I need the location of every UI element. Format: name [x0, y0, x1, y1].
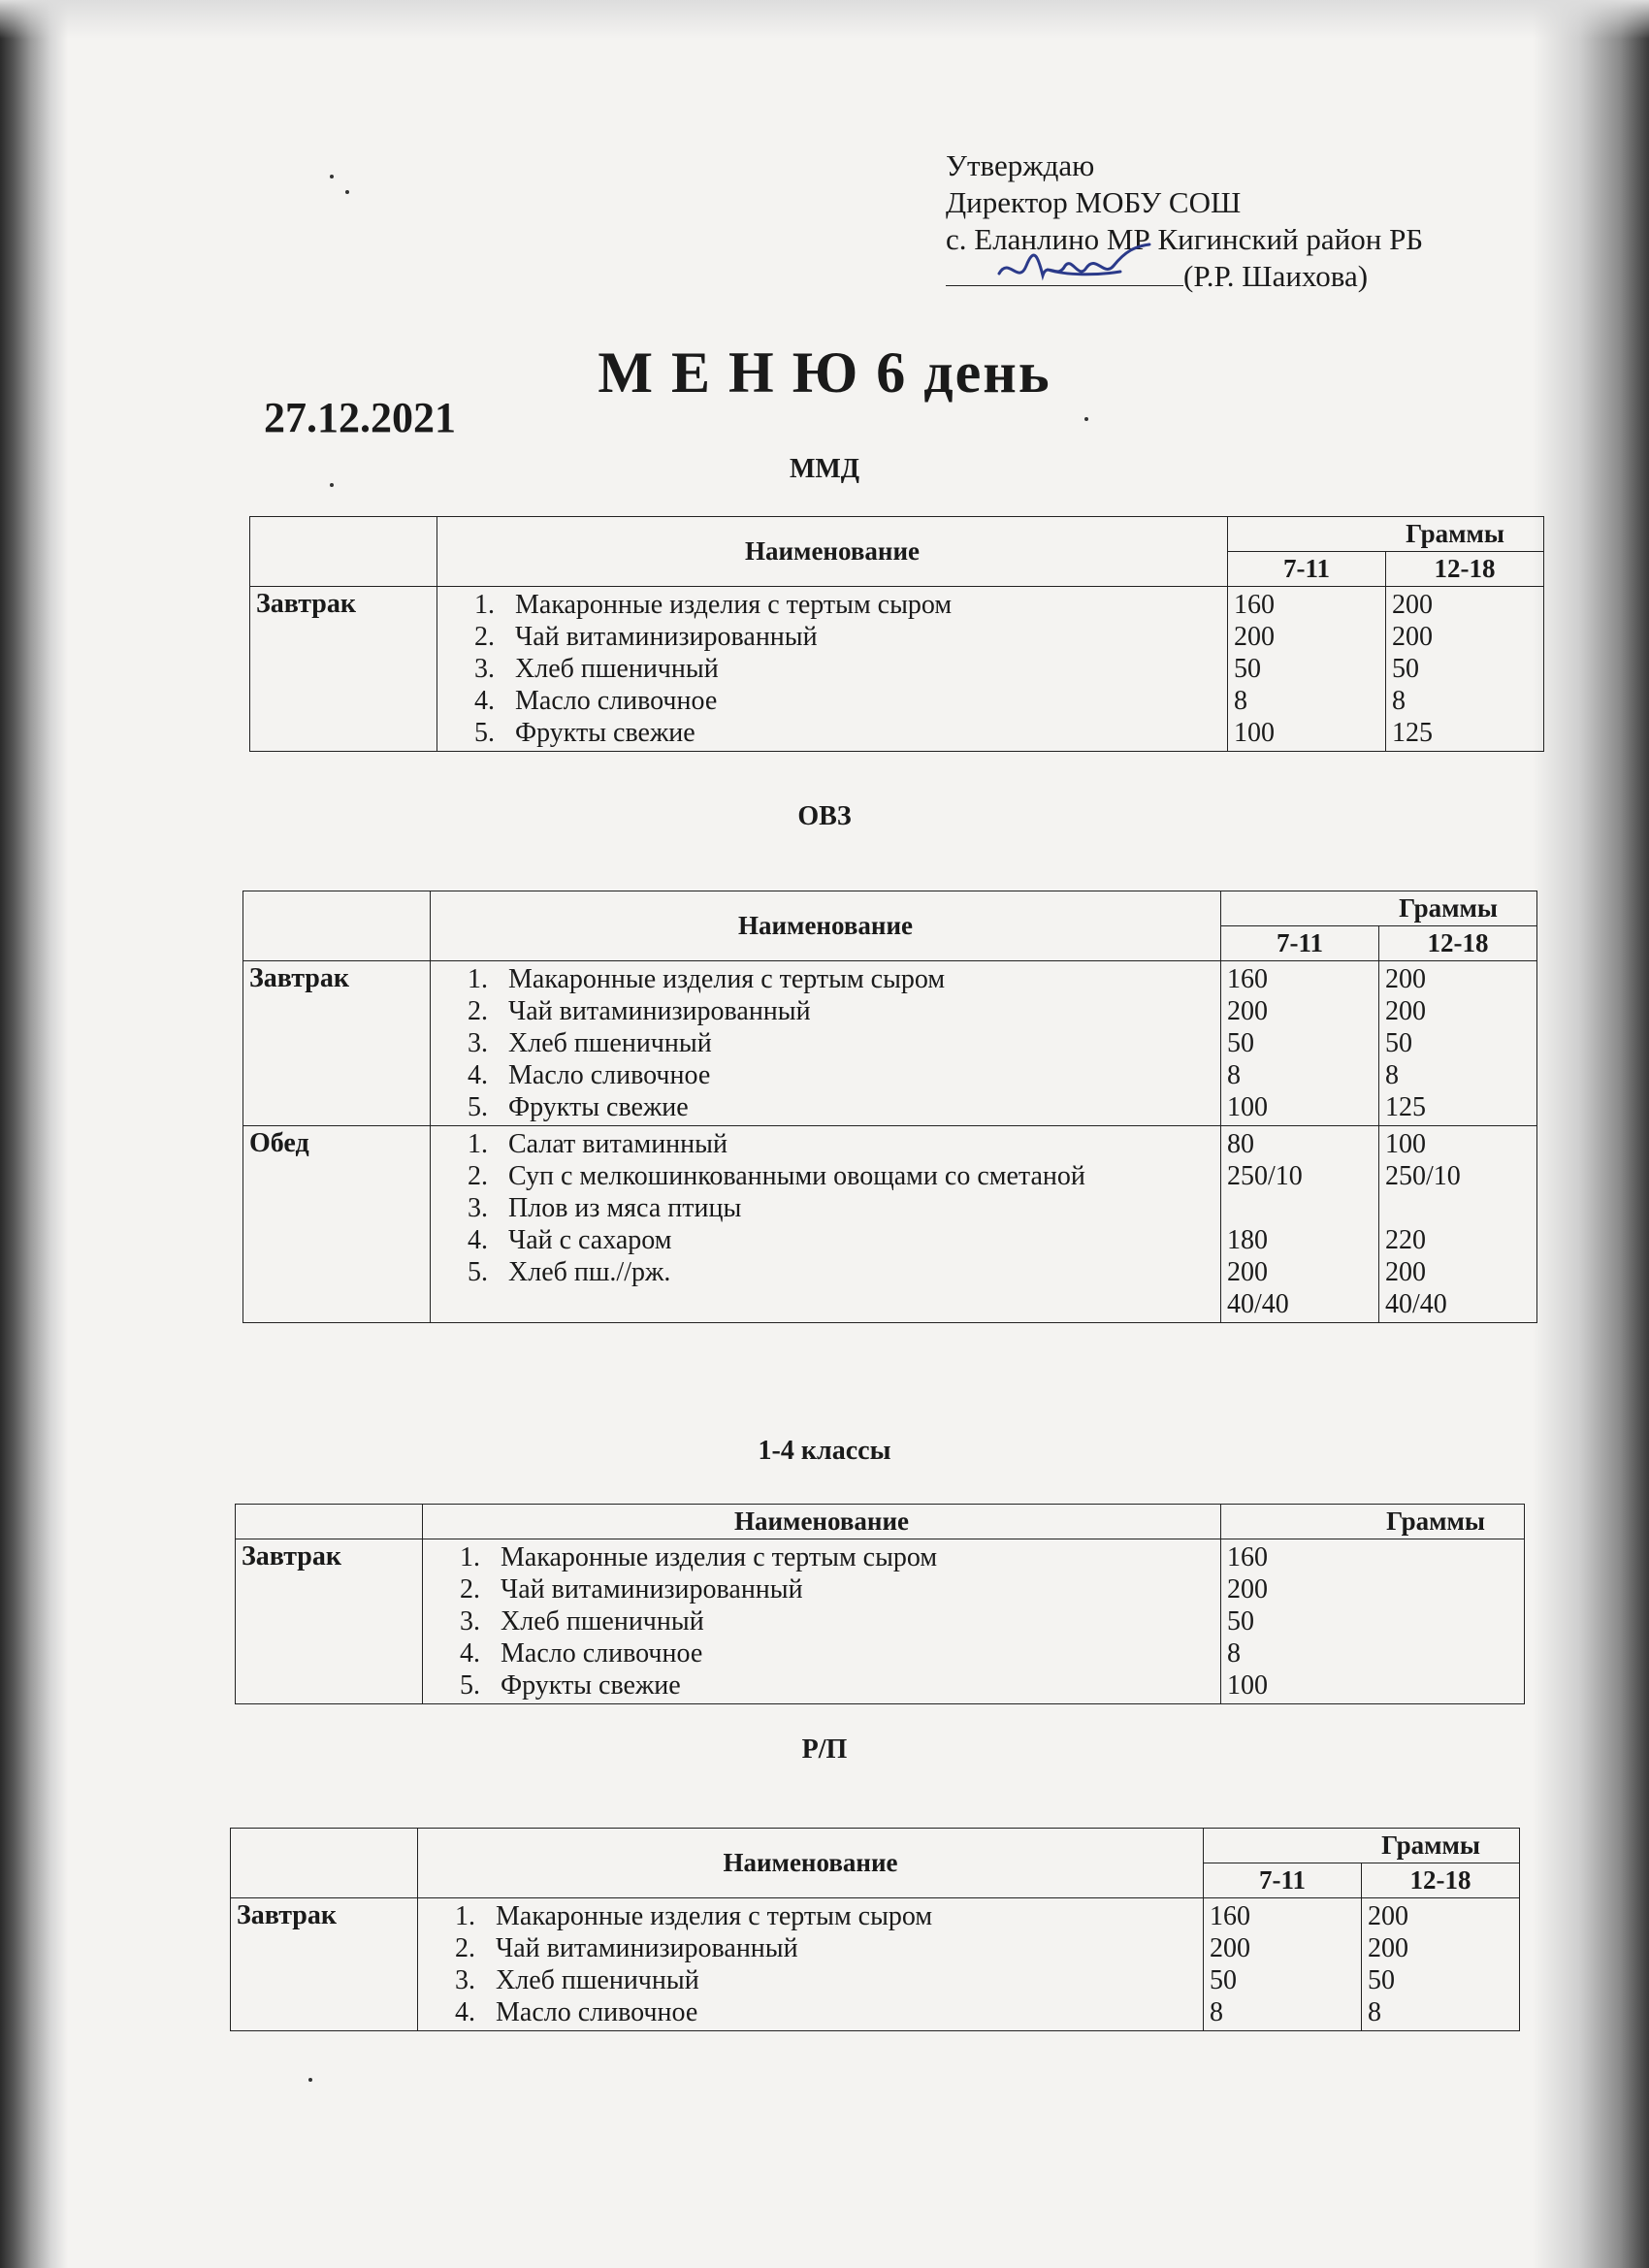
header-grams: Граммы	[1228, 517, 1544, 552]
grams-12-18	[1362, 1898, 1520, 2031]
list-item: 1. Макаронные изделия с тертым сыром	[482, 1900, 1197, 1932]
scan-speck	[1084, 417, 1088, 421]
page-title: М Е Н Ю 6 день	[598, 340, 1051, 405]
gram-value: 200	[1385, 1257, 1426, 1287]
gram-value: 8	[1385, 1060, 1399, 1090]
gram-value: 160	[1234, 590, 1275, 620]
header-age-7-11: 7-11	[1204, 1863, 1362, 1898]
header-name: Наименование	[418, 1829, 1204, 1898]
section-title-mmd: ММД	[789, 454, 860, 484]
gram-value: 50	[1234, 654, 1261, 684]
grams-12-18	[1379, 961, 1537, 1126]
header-name: Наименование	[437, 517, 1228, 587]
gram-value: 200	[1227, 1257, 1268, 1287]
grams-7-11	[1204, 1898, 1362, 2031]
section-title-grades: 1-4 классы	[758, 1436, 891, 1466]
dish-list	[423, 1539, 1221, 1704]
gram-value: 200	[1227, 1574, 1268, 1604]
scan-edge-top	[0, 0, 1649, 39]
gram-spacer	[1227, 1192, 1373, 1224]
list-item: 2. Чай витаминизированный	[495, 995, 1214, 1027]
header-age-12-18: 12-18	[1362, 1863, 1520, 1898]
list-item: 2. Суп с мелкошинкованными овощами со сметаной	[495, 1160, 1214, 1192]
dish-list	[437, 587, 1228, 752]
gram-value: 200	[1368, 1901, 1408, 1931]
header-empty-cell	[236, 1505, 423, 1539]
list-item: 3. Хлеб пшеничный	[487, 1605, 1214, 1637]
meal-label: Завтрак	[231, 1898, 418, 2031]
table-row	[236, 1539, 1525, 1704]
header-age-7-11: 7-11	[1228, 552, 1386, 587]
list-item: 4. Чай с сахаром	[495, 1224, 1214, 1256]
menu-date: 27.12.2021	[264, 394, 456, 441]
gram-value: 50	[1392, 654, 1419, 684]
dish-list	[431, 961, 1221, 1126]
grams-7-11	[1228, 587, 1386, 752]
list-item: 2. Чай витаминизированный	[501, 621, 1221, 653]
scan-speck	[308, 2078, 312, 2082]
gram-value: 200	[1368, 1933, 1408, 1963]
gram-value: 8	[1210, 1997, 1223, 2027]
gram-value: 100	[1227, 1092, 1268, 1122]
gram-value: 40/40	[1385, 1289, 1447, 1319]
gram-value: 200	[1234, 622, 1275, 652]
grams-12-18	[1386, 587, 1544, 752]
header-name: Наименование	[431, 891, 1221, 961]
header-grams: Граммы	[1221, 891, 1537, 926]
gram-value: 100	[1227, 1670, 1268, 1701]
list-item: 3. Плов из мяса птицы	[495, 1192, 1214, 1224]
table-grades	[235, 1504, 1525, 1704]
gram-value: 200	[1392, 590, 1433, 620]
gram-value: 160	[1210, 1901, 1250, 1931]
approval-line-3: с. Еланлино МР Кигинский район РБ	[946, 222, 1424, 256]
gram-value: 125	[1385, 1092, 1426, 1122]
meal-label: Обед	[243, 1126, 431, 1323]
gram-value: 50	[1227, 1028, 1254, 1058]
list-item: 3. Хлеб пшеничный	[495, 1027, 1214, 1059]
gram-value: 50	[1385, 1028, 1412, 1058]
gram-value: 8	[1227, 1638, 1241, 1669]
header-age-7-11: 7-11	[1221, 926, 1379, 961]
list-item: 5. Фрукты свежие	[501, 717, 1221, 749]
gram-value: 250/10	[1227, 1161, 1303, 1191]
list-item: 4. Масло сливочное	[487, 1637, 1214, 1669]
gram-value: 50	[1227, 1606, 1254, 1636]
grams-7-11	[1221, 1126, 1379, 1323]
list-item: 3. Хлеб пшеничный	[482, 1964, 1197, 1996]
gram-value: 8	[1392, 686, 1406, 716]
list-item: 1. Салат витаминный	[495, 1128, 1214, 1160]
signature-line	[946, 258, 1423, 295]
list-item: 1. Макаронные изделия с тертым сыром	[495, 963, 1214, 995]
gram-value: 40/40	[1227, 1289, 1289, 1319]
list-item: 4. Масло сливочное	[495, 1059, 1214, 1091]
signature-blank	[946, 262, 1183, 286]
table-row	[243, 1126, 1537, 1323]
header-empty-cell	[250, 517, 437, 587]
table-ovz	[242, 891, 1537, 1323]
gram-value: 200	[1385, 996, 1426, 1026]
list-item: 4. Масло сливочное	[482, 1996, 1197, 2028]
header-age-12-18: 12-18	[1379, 926, 1537, 961]
table-row	[243, 961, 1537, 1126]
gram-value: 8	[1368, 1997, 1381, 2027]
meal-label: Завтрак	[250, 587, 437, 752]
header-grams: Граммы	[1221, 1505, 1525, 1539]
signatory-name: (Р.Р. Шаихова)	[1183, 259, 1369, 293]
gram-value: 50	[1210, 1965, 1237, 1995]
meal-label: Завтрак	[236, 1539, 423, 1704]
header-empty-cell	[231, 1829, 418, 1898]
gram-value: 50	[1368, 1965, 1395, 1995]
header-name: Наименование	[423, 1505, 1221, 1539]
gram-value: 200	[1385, 964, 1426, 994]
list-item: 4. Масло сливочное	[501, 685, 1221, 717]
table-mmd	[249, 516, 1544, 752]
header-empty-cell	[243, 891, 431, 961]
section-title-ovz: ОВЗ	[797, 801, 852, 831]
list-item: 2. Чай витаминизированный	[482, 1932, 1197, 1964]
gram-value: 125	[1392, 718, 1433, 748]
approval-block	[946, 147, 1423, 295]
gram-value: 200	[1210, 1933, 1250, 1963]
grams-all	[1221, 1539, 1525, 1704]
gram-value: 160	[1227, 1542, 1268, 1572]
scan-speck	[330, 483, 334, 487]
header-age-12-18: 12-18	[1386, 552, 1544, 587]
gram-value: 8	[1234, 686, 1247, 716]
grams-12-18	[1379, 1126, 1537, 1323]
gram-value: 8	[1227, 1060, 1241, 1090]
approval-line-1: Утверждаю	[946, 148, 1095, 182]
section-title-rp: Р/П	[801, 1734, 848, 1765]
gram-value: 100	[1385, 1129, 1426, 1159]
dish-list	[418, 1898, 1204, 2031]
table-row	[231, 1898, 1520, 2031]
gram-value: 200	[1227, 996, 1268, 1026]
gram-value: 180	[1227, 1225, 1268, 1255]
gram-value: 220	[1385, 1225, 1426, 1255]
scan-speck	[330, 175, 334, 178]
gram-spacer	[1385, 1192, 1531, 1224]
list-item: 5. Фрукты свежие	[487, 1669, 1214, 1701]
list-item: 2. Чай витаминизированный	[487, 1573, 1214, 1605]
grams-7-11	[1221, 961, 1379, 1126]
list-item: 3. Хлеб пшеничный	[501, 653, 1221, 685]
header-grams: Граммы	[1204, 1829, 1520, 1863]
gram-value: 200	[1392, 622, 1433, 652]
gram-value: 160	[1227, 964, 1268, 994]
list-item: 5. Фрукты свежие	[495, 1091, 1214, 1123]
scan-speck	[345, 190, 349, 194]
gram-value: 100	[1234, 718, 1275, 748]
meal-label: Завтрак	[243, 961, 431, 1126]
handwritten-signature	[989, 237, 1183, 295]
gram-value: 250/10	[1385, 1161, 1461, 1191]
gram-value: 80	[1227, 1129, 1254, 1159]
table-row	[250, 587, 1544, 752]
dish-list	[431, 1126, 1221, 1323]
table-rp	[230, 1828, 1520, 2031]
approval-line-2: Директор МОБУ СОШ	[946, 185, 1242, 219]
list-item: 1. Макаронные изделия с тертым сыром	[501, 589, 1221, 621]
list-item: 5. Хлеб пш.//рж.	[495, 1256, 1214, 1288]
list-item: 1. Макаронные изделия с тертым сыром	[487, 1541, 1214, 1573]
